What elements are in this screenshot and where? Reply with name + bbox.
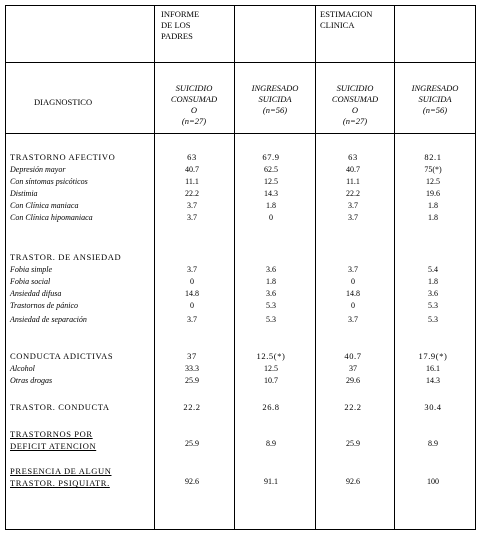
cell-value: 3.7 bbox=[187, 265, 197, 274]
cell-value: 1.8 bbox=[428, 213, 438, 222]
row-label: TRASTORNO AFECTIVO bbox=[10, 152, 116, 162]
cell-value: 75(*) bbox=[424, 165, 442, 174]
cell-value: 3.7 bbox=[187, 201, 197, 210]
section-row bbox=[6, 152, 477, 164]
cell-value: 3.7 bbox=[348, 265, 358, 274]
cell-value: 14.3 bbox=[426, 376, 440, 385]
column-header-ingresado-padres: INGRESADO SUICIDA (n=56) bbox=[251, 83, 299, 115]
cell-value: 5.3 bbox=[266, 301, 276, 310]
table-row bbox=[6, 201, 477, 213]
cell-value: 25.9 bbox=[185, 439, 199, 448]
cell-value: 63 bbox=[187, 152, 197, 162]
cell-value: 1.8 bbox=[266, 201, 276, 210]
cell-value: 8.9 bbox=[266, 439, 276, 448]
row-label: Con síntomas psicóticos bbox=[10, 177, 88, 186]
cell-value: 40.7 bbox=[185, 165, 199, 174]
cell-value: 30.4 bbox=[424, 402, 442, 412]
cell-value: 0 bbox=[351, 277, 355, 286]
table-row bbox=[6, 177, 477, 189]
row-label: Con Clínica hipomaniaca bbox=[10, 213, 93, 222]
cell-value: 82.1 bbox=[424, 152, 442, 162]
cell-value: 3.7 bbox=[187, 315, 197, 324]
cell-value: 11.1 bbox=[185, 177, 199, 186]
table-row bbox=[6, 277, 477, 289]
header-divider bbox=[6, 133, 475, 134]
cell-value: 25.9 bbox=[346, 439, 360, 448]
cell-value: 12.5 bbox=[264, 364, 278, 373]
cell-value: 22.2 bbox=[185, 189, 199, 198]
cell-value: 33.3 bbox=[185, 364, 199, 373]
cell-value: 5.4 bbox=[428, 265, 438, 274]
row-label: CONDUCTA ADICTIVAS bbox=[10, 351, 114, 361]
cell-value: 37 bbox=[349, 364, 357, 373]
cell-value: 1.8 bbox=[266, 277, 276, 286]
cell-value: 0 bbox=[351, 301, 355, 310]
data-table bbox=[5, 5, 476, 530]
cell-value: 1.8 bbox=[428, 277, 438, 286]
cell-value: 19.6 bbox=[426, 189, 440, 198]
table-row bbox=[6, 265, 477, 277]
group-header-padres: INFORME DE LOS PADRES bbox=[161, 9, 200, 41]
row-label: TRASTOR. CONDUCTA bbox=[10, 402, 110, 412]
cell-value: 3.6 bbox=[428, 289, 438, 298]
cell-value: 12.5 bbox=[264, 177, 278, 186]
row-label: Depresión mayor bbox=[10, 165, 66, 174]
section-row bbox=[6, 351, 477, 363]
cell-value: 3.6 bbox=[266, 289, 276, 298]
row-label: Otras drogas bbox=[10, 376, 53, 385]
cell-value: 14.3 bbox=[264, 189, 278, 198]
cell-value: 0 bbox=[190, 277, 194, 286]
table-row bbox=[6, 165, 477, 177]
cell-value: 1.8 bbox=[428, 201, 438, 210]
cell-value: 3.7 bbox=[348, 315, 358, 324]
cell-value: 91.1 bbox=[264, 477, 278, 486]
cell-value: 14.8 bbox=[185, 289, 199, 298]
column-header-diagnostico: DIAGNOSTICO bbox=[34, 97, 93, 107]
cell-value: 40.7 bbox=[344, 351, 362, 361]
cell-value: 3.7 bbox=[348, 201, 358, 210]
cell-value: 62.5 bbox=[264, 165, 278, 174]
cell-value: 10.7 bbox=[264, 376, 278, 385]
row-label: Ansiedad difusa bbox=[10, 289, 62, 298]
section-row bbox=[6, 252, 477, 264]
cell-value: 11.1 bbox=[346, 177, 360, 186]
row-label: Fobia social bbox=[10, 277, 51, 286]
row-label: Ansiedad de separación bbox=[10, 315, 87, 324]
cell-value: 22.2 bbox=[344, 402, 362, 412]
row-label: TRASTORNOS POR DEFICIT ATENCION bbox=[10, 429, 97, 451]
cell-value: 3.7 bbox=[187, 213, 197, 222]
table-row bbox=[6, 315, 477, 327]
table-row bbox=[6, 301, 477, 313]
row-label: Alcohol bbox=[10, 364, 35, 373]
cell-value: 25.9 bbox=[185, 376, 199, 385]
cell-value: 14.8 bbox=[346, 289, 360, 298]
cell-value: 29.6 bbox=[346, 376, 360, 385]
cell-value: 67.9 bbox=[262, 152, 280, 162]
column-header-ingresado-clinica: INGRESADO SUICIDA (n=56) bbox=[411, 83, 459, 115]
cell-value: 63 bbox=[348, 152, 358, 162]
cell-value: 3.6 bbox=[266, 265, 276, 274]
cell-value: 17.9(*) bbox=[418, 351, 448, 361]
cell-value: 26.8 bbox=[262, 402, 280, 412]
cell-value: 0 bbox=[269, 213, 273, 222]
cell-value: 40.7 bbox=[346, 165, 360, 174]
cell-value: 12.5 bbox=[426, 177, 440, 186]
header-divider bbox=[6, 62, 475, 63]
row-label: PRESENCIA DE ALGUN TRASTOR. PSIQUIATR. bbox=[10, 466, 112, 488]
cell-value: 37 bbox=[187, 351, 197, 361]
table-row bbox=[6, 189, 477, 201]
cell-value: 16.1 bbox=[426, 364, 440, 373]
cell-value: 5.3 bbox=[428, 301, 438, 310]
column-header-suicidio-padres: SUICIDIO CONSUMAD O (n=27) bbox=[170, 83, 218, 126]
cell-value: 100 bbox=[427, 477, 439, 486]
table-row bbox=[6, 289, 477, 301]
row-label: TRASTOR. DE ANSIEDAD bbox=[10, 252, 122, 262]
cell-value: 22.2 bbox=[346, 189, 360, 198]
row-label: Distimia bbox=[10, 189, 38, 198]
row-label: Fobia simple bbox=[10, 265, 52, 274]
row-label: Trastornos de pánico bbox=[10, 301, 79, 310]
column-header-suicidio-clinica: SUICIDIO CONSUMAD O (n=27) bbox=[331, 83, 379, 126]
group-header-clinica: ESTIMACION CLINICA bbox=[320, 9, 373, 30]
cell-value: 8.9 bbox=[428, 439, 438, 448]
cell-value: 92.6 bbox=[346, 477, 360, 486]
cell-value: 22.2 bbox=[183, 402, 201, 412]
table-row bbox=[6, 364, 477, 376]
table-row bbox=[6, 213, 477, 225]
cell-value: 0 bbox=[190, 301, 194, 310]
cell-value: 92.6 bbox=[185, 477, 199, 486]
row-label: Con Clínica maniaca bbox=[10, 201, 79, 210]
table-row bbox=[6, 376, 477, 388]
cell-value: 5.3 bbox=[266, 315, 276, 324]
cell-value: 12.5(*) bbox=[256, 351, 286, 361]
cell-value: 3.7 bbox=[348, 213, 358, 222]
section-row bbox=[6, 402, 477, 414]
cell-value: 5.3 bbox=[428, 315, 438, 324]
